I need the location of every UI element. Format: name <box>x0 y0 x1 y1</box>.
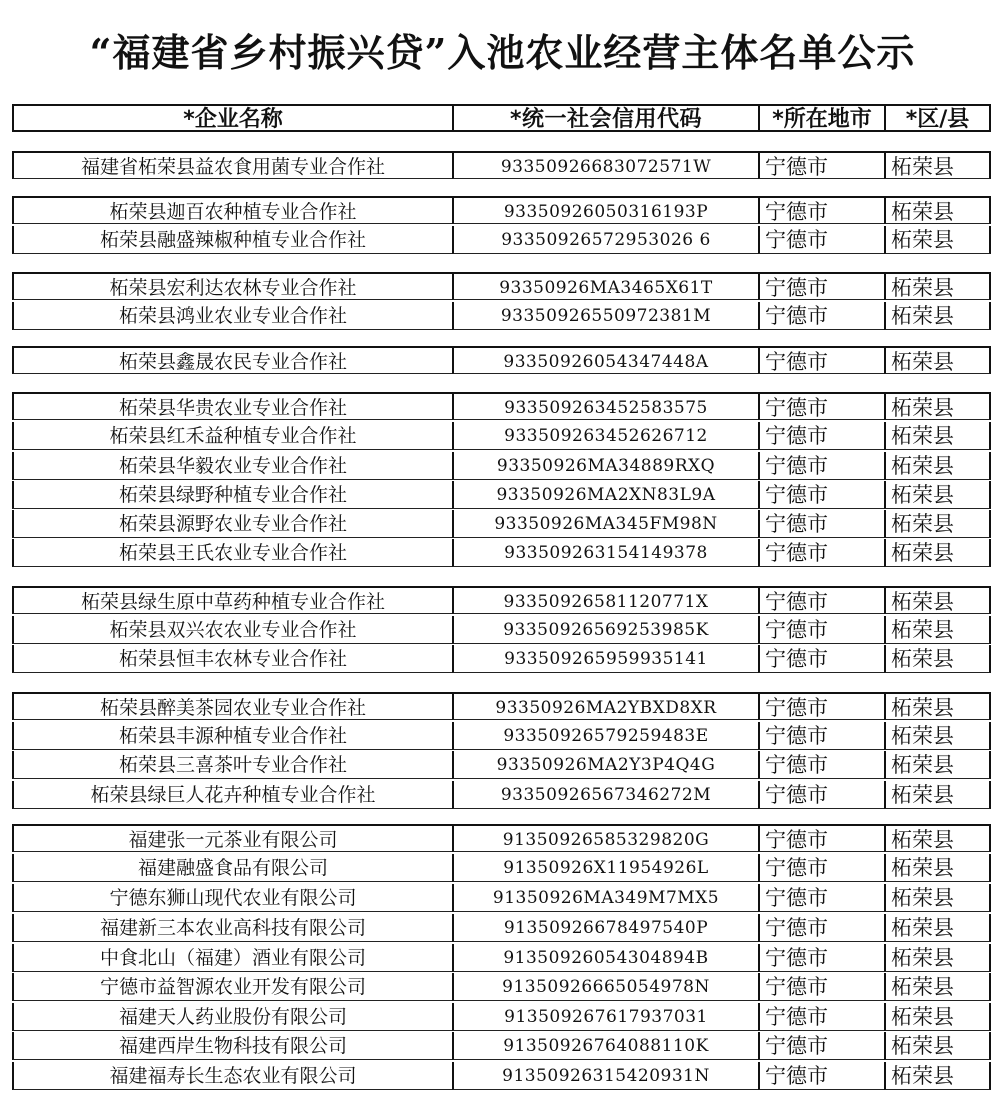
city-cell: 宁德市 <box>758 781 884 809</box>
company-name-cell: 柘荣县恒丰农林专业合作社 <box>12 645 452 673</box>
city-cell: 宁德市 <box>758 151 884 179</box>
city-cell: 宁德市 <box>758 914 884 942</box>
city-cell: 宁德市 <box>758 722 884 750</box>
city-cell: 宁德市 <box>758 884 884 912</box>
table-row <box>12 722 991 750</box>
credit-code-cell: 933509265959935141 <box>452 645 758 673</box>
city-cell: 宁德市 <box>758 824 884 852</box>
company-name-cell: 福建福寿长生态农业有限公司 <box>12 1062 452 1090</box>
table-row <box>12 1032 991 1060</box>
company-name-cell: 柘荣县绿野种植专业合作社 <box>12 481 452 509</box>
table-row <box>12 226 991 254</box>
table-row <box>12 914 991 942</box>
city-cell: 宁德市 <box>758 539 884 567</box>
credit-code-cell: 91350926678497540P <box>452 914 758 942</box>
credit-code-cell: 91350926MA349M7MX5 <box>452 884 758 912</box>
credit-code-cell: 93350926MA2YBXD8XR <box>452 692 758 720</box>
company-name-cell: 柘荣县宏利达农林专业合作社 <box>12 272 452 300</box>
city-cell: 宁德市 <box>758 272 884 300</box>
city-cell: 宁德市 <box>758 226 884 254</box>
city-cell: 宁德市 <box>758 422 884 450</box>
credit-code-cell: 93350926581120771X <box>452 586 758 614</box>
company-name-cell: 福建张一元茶业有限公司 <box>12 824 452 852</box>
district-cell: 柘荣县 <box>884 692 991 720</box>
credit-code-cell: 93350926567346272M <box>452 781 758 809</box>
credit-code-cell: 93350926683072571W <box>452 151 758 179</box>
credit-code-cell: 933509263154149378 <box>452 539 758 567</box>
district-cell: 柘荣县 <box>884 586 991 614</box>
company-name-cell: 柘荣县鸿业农业专业合作社 <box>12 302 452 330</box>
company-name-cell: 柘荣县醉美茶园农业专业合作社 <box>12 692 452 720</box>
district-cell: 柘荣县 <box>884 645 991 673</box>
city-cell: 宁德市 <box>758 944 884 972</box>
company-name-cell: 柘荣县融盛辣椒种植专业合作社 <box>12 226 452 254</box>
company-name-cell: 柘荣县双兴农农业专业合作社 <box>12 616 452 644</box>
table-row <box>12 781 991 809</box>
table-row <box>12 151 991 179</box>
credit-code-cell: 91350926585329820G <box>452 824 758 852</box>
company-name-cell: 宁德市益智源农业开发有限公司 <box>12 973 452 1001</box>
company-name-cell: 柘荣县迦百农种植专业合作社 <box>12 196 452 224</box>
district-cell: 柘荣县 <box>884 481 991 509</box>
table-row <box>12 824 991 852</box>
district-cell: 柘荣县 <box>884 781 991 809</box>
district-cell: 柘荣县 <box>884 302 991 330</box>
credit-code-cell: 93350926MA345FM98N <box>452 510 758 538</box>
district-cell: 柘荣县 <box>884 1003 991 1031</box>
table-row <box>12 586 991 614</box>
credit-code-cell: 933509263452583575 <box>452 392 758 420</box>
company-name-cell: 宁德东狮山现代农业有限公司 <box>12 884 452 912</box>
credit-code-cell: 93350926579259483E <box>452 722 758 750</box>
credit-code-cell: 913509267617937031 <box>452 1003 758 1031</box>
table-row <box>12 302 991 330</box>
credit-code-cell: 93350926MA2XN83L9A <box>452 481 758 509</box>
district-cell: 柘荣县 <box>884 422 991 450</box>
city-cell: 宁德市 <box>758 854 884 882</box>
table-row <box>12 944 991 972</box>
company-name-cell: 柘荣县源野农业专业合作社 <box>12 510 452 538</box>
table-row <box>12 539 991 567</box>
company-name-cell: 柘荣县鑫晟农民专业合作社 <box>12 346 452 374</box>
district-cell: 柘荣县 <box>884 973 991 1001</box>
district-cell: 柘荣县 <box>884 944 991 972</box>
table-row <box>12 854 991 882</box>
city-cell: 宁德市 <box>758 302 884 330</box>
city-cell: 宁德市 <box>758 392 884 420</box>
table-row <box>12 973 991 1001</box>
district-cell: 柘荣县 <box>884 452 991 480</box>
table-row <box>12 645 991 673</box>
district-cell: 柘荣县 <box>884 1062 991 1090</box>
company-name-cell: 柘荣县华毅农业专业合作社 <box>12 452 452 480</box>
company-name-cell: 柘荣县丰源种植专业合作社 <box>12 722 452 750</box>
district-cell: 柘荣县 <box>884 751 991 779</box>
company-name-cell: 柘荣县绿生原中草药种植专业合作社 <box>12 586 452 614</box>
credit-code-cell: 91350926665054978N <box>452 973 758 1001</box>
district-cell: 柘荣县 <box>884 914 991 942</box>
table-row <box>12 884 991 912</box>
district-cell: 柘荣县 <box>884 1032 991 1060</box>
city-cell: 宁德市 <box>758 973 884 1001</box>
table-row <box>12 392 991 420</box>
company-name-cell: 福建省柘荣县益农食用菌专业合作社 <box>12 151 452 179</box>
header-company-name: *企业名称 <box>12 104 452 132</box>
district-cell: 柘荣县 <box>884 616 991 644</box>
table-row <box>12 1062 991 1090</box>
credit-code-cell: 93350926MA3465X61T <box>452 272 758 300</box>
city-cell: 宁德市 <box>758 1003 884 1031</box>
district-cell: 柘荣县 <box>884 226 991 254</box>
credit-code-cell: 93350926572953026 6 <box>452 226 758 254</box>
credit-code-cell: 93350926050316193P <box>452 196 758 224</box>
credit-code-cell: 93350926MA2Y3P4Q4G <box>452 751 758 779</box>
district-cell: 柘荣县 <box>884 392 991 420</box>
district-cell: 柘荣县 <box>884 854 991 882</box>
company-name-cell: 福建融盛食品有限公司 <box>12 854 452 882</box>
city-cell: 宁德市 <box>758 346 884 374</box>
district-cell: 柘荣县 <box>884 722 991 750</box>
city-cell: 宁德市 <box>758 616 884 644</box>
district-cell: 柘荣县 <box>884 884 991 912</box>
company-name-cell: 柘荣县王氏农业专业合作社 <box>12 539 452 567</box>
company-name-cell: 柘荣县红禾益种植专业合作社 <box>12 422 452 450</box>
district-cell: 柘荣县 <box>884 824 991 852</box>
district-cell: 柘荣县 <box>884 196 991 224</box>
company-name-cell: 柘荣县华贵农业专业合作社 <box>12 392 452 420</box>
table-row <box>12 692 991 720</box>
table-row <box>12 272 991 300</box>
district-cell: 柘荣县 <box>884 539 991 567</box>
city-cell: 宁德市 <box>758 645 884 673</box>
city-cell: 宁德市 <box>758 452 884 480</box>
company-name-cell: 福建西岸生物科技有限公司 <box>12 1032 452 1060</box>
district-cell: 柘荣县 <box>884 151 991 179</box>
district-cell: 柘荣县 <box>884 272 991 300</box>
header-city: *所在地市 <box>758 104 884 132</box>
district-cell: 柘荣县 <box>884 510 991 538</box>
city-cell: 宁德市 <box>758 481 884 509</box>
table-row <box>12 1003 991 1031</box>
table-row <box>12 616 991 644</box>
table-row <box>12 481 991 509</box>
credit-code-cell: 93350926569253985K <box>452 616 758 644</box>
credit-code-cell: 933509263452626712 <box>452 422 758 450</box>
city-cell: 宁德市 <box>758 692 884 720</box>
table-header-row <box>12 104 991 132</box>
city-cell: 宁德市 <box>758 751 884 779</box>
city-cell: 宁德市 <box>758 196 884 224</box>
credit-code-cell: 93350926MA34889RXQ <box>452 452 758 480</box>
credit-code-cell: 91350926X11954926L <box>452 854 758 882</box>
company-name-cell: 中食北山（福建）酒业有限公司 <box>12 944 452 972</box>
page-title: “福建省乡村振兴贷”入池农业经营主体名单公示 <box>89 30 916 75</box>
credit-code-cell: 93350926054347448A <box>452 346 758 374</box>
table-row <box>12 196 991 224</box>
company-name-cell: 福建新三本农业高科技有限公司 <box>12 914 452 942</box>
table-row <box>12 422 991 450</box>
city-cell: 宁德市 <box>758 510 884 538</box>
table-row <box>12 346 991 374</box>
company-name-cell: 福建天人药业股份有限公司 <box>12 1003 452 1031</box>
table-row <box>12 452 991 480</box>
credit-code-cell: 91350926054304894B <box>452 944 758 972</box>
city-cell: 宁德市 <box>758 586 884 614</box>
district-cell: 柘荣县 <box>884 346 991 374</box>
city-cell: 宁德市 <box>758 1062 884 1090</box>
city-cell: 宁德市 <box>758 1032 884 1060</box>
credit-code-cell: 91350926764088110K <box>452 1032 758 1060</box>
table-row <box>12 751 991 779</box>
company-name-cell: 柘荣县绿巨人花卉种植专业合作社 <box>12 781 452 809</box>
credit-code-cell: 91350926315420931N <box>452 1062 758 1090</box>
credit-code-cell: 93350926550972381M <box>452 302 758 330</box>
header-district: *区/县 <box>884 104 991 132</box>
company-name-cell: 柘荣县三喜茶叶专业合作社 <box>12 751 452 779</box>
header-credit-code: *统一社会信用代码 <box>452 104 758 132</box>
table-row <box>12 510 991 538</box>
